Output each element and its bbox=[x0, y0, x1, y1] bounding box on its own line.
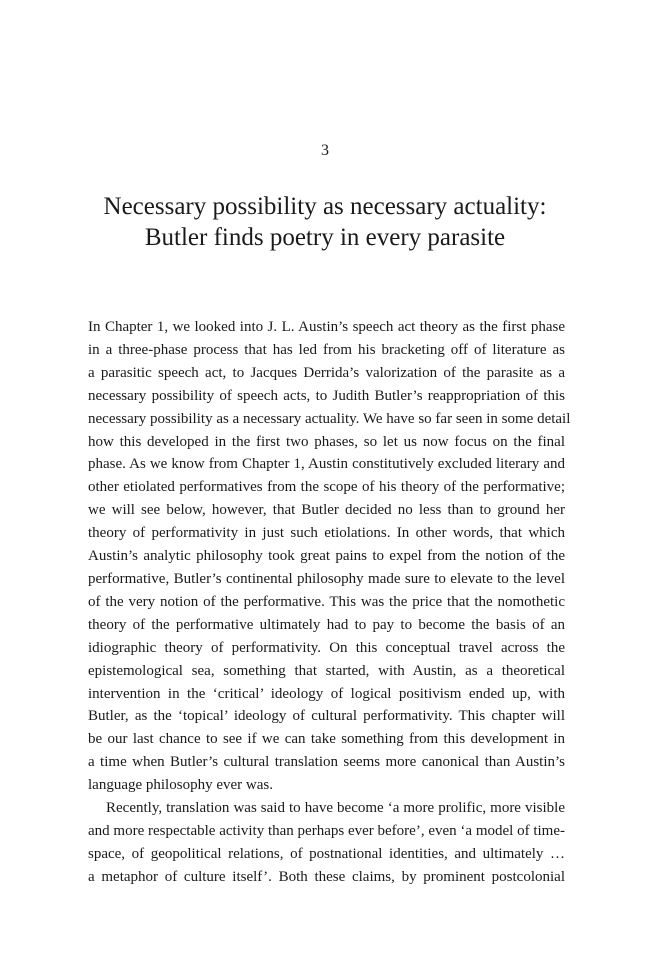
text-line: in a three-phase process that has led from his bracketing off of literature as bbox=[88, 341, 565, 358]
text-line: theory of the performative ultimately had to pay to become the basis of an bbox=[88, 616, 565, 633]
text-line: a metaphor of culture itself’. Both these claims, by prominent postcolonial bbox=[88, 868, 565, 885]
chapter-title-line: Necessary possibility as necessary actuality: bbox=[103, 193, 547, 220]
text-line: and more respectable activity than perhaps ever before’, even ‘a model of time- bbox=[88, 822, 565, 839]
text-line: idiographic theory of performativity. On this conceptual travel across the bbox=[88, 639, 565, 656]
text-line: we will see below, however, that Butler decided no less than to ground her bbox=[88, 502, 565, 519]
text-line: intervention in the ‘critical’ ideology of logical positivism ended up, with bbox=[88, 685, 565, 702]
text-line: a parasitic speech act, to Jacques Derrida’s valorization of the parasite as a bbox=[88, 364, 565, 381]
text-line: necessary possibility as a necessary actuality. We have so far seen in some detail bbox=[88, 410, 571, 427]
text-line: language philosophy ever was. bbox=[88, 777, 273, 794]
text-line: other etiolated performatives from the scope of his theory of the performative; bbox=[88, 479, 565, 496]
text-line: In Chapter 1, we looked into J. L. Austin’s speech act theory as the first phase bbox=[88, 319, 565, 335]
text-line: a time when Butler’s cultural translation seems more canonical than Austin’s bbox=[88, 754, 565, 771]
text-line: Recently, translation was said to have become ‘a more prolific, more visible bbox=[106, 800, 565, 817]
text-line: Austin’s analytic philosophy took great pains to expel from the notion of the bbox=[88, 548, 565, 565]
text-line: of the very notion of the performative. This was the price that the nomothetic bbox=[88, 593, 565, 610]
paragraph bbox=[88, 797, 565, 889]
text-line: space, of geopolitical relations, of postnational identities, and ultimately … bbox=[88, 845, 565, 862]
text-line: Butler, as the ‘topical’ ideology of cultural performativity. This chapter will bbox=[88, 708, 565, 725]
text-line: be our last chance to see if we can take something from this development in bbox=[88, 731, 565, 748]
text-line: epistemological sea, something that started, with Austin, as a theoretical bbox=[88, 662, 565, 679]
text-line: theory of performativity in just such etiolations. In other words, that which bbox=[88, 525, 565, 542]
text-line: phase. As we know from Chapter 1, Austin constitutively excluded literary and bbox=[88, 456, 565, 473]
chapter-title-line: Butler finds poetry in every parasite bbox=[144, 224, 506, 251]
chapter-title bbox=[40, 191, 610, 253]
chapter-number: 3 bbox=[321, 142, 329, 159]
body-text bbox=[88, 316, 571, 889]
text-line: performative, Butler’s continental philosophy made sure to elevate to the level bbox=[88, 570, 565, 587]
text-line: necessary possibility of speech acts, to Judith Butler’s reappropriation of this bbox=[88, 387, 565, 404]
text-line: how this developed in the first two phases, so let us now focus on the final bbox=[88, 433, 565, 450]
paragraph bbox=[88, 316, 571, 797]
